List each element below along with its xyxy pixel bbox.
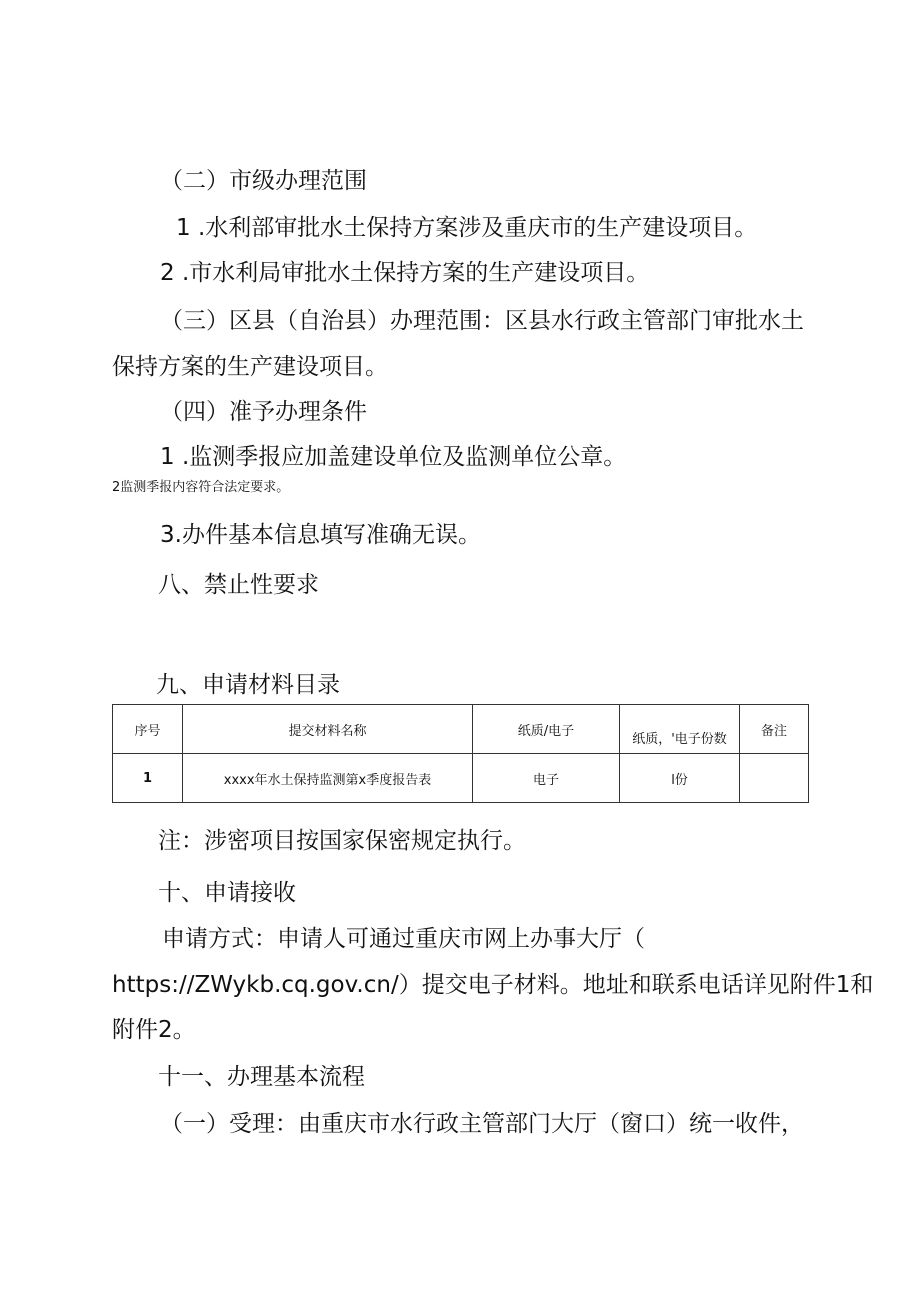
heading-approval-conditions: （四）准予办理条件 xyxy=(160,399,367,425)
item-ministry-approval: 1 .水利部审批水土保持方案涉及重庆市的生产建设项目。 xyxy=(176,215,758,241)
cell-index: 1 xyxy=(113,754,183,803)
materials-table xyxy=(112,704,809,803)
section-basic-process: 十一、办理基本流程 xyxy=(158,1064,365,1090)
item-city-bureau-approval: 2 .市水利局审批水土保持方案的生产建设项目。 xyxy=(160,260,650,286)
col-header-material-name: 提交材料名称 xyxy=(183,705,473,754)
col-header-copies: 纸质，'电子份数 xyxy=(620,705,740,754)
note-confidential: 注：涉密项目按国家保密规定执行。 xyxy=(158,828,526,854)
cell-format: 电子 xyxy=(473,754,620,803)
heading-district-scope-cont: 保持方案的生产建设项目。 xyxy=(112,354,388,380)
col-header-remarks: 备注 xyxy=(740,705,809,754)
section-materials: 九、申请材料目录 xyxy=(156,672,340,698)
cell-material-name: xxxx年水土保持监测第x季度报告表 xyxy=(183,754,473,803)
heading-district-scope: （三）区县（自治县）办理范围：区县水行政主管部门审批水土 xyxy=(160,308,804,334)
condition-legal-content: 2监测季报内容符合法定要求。 xyxy=(112,480,290,495)
application-method: 申请方式：申请人可通过重庆市网上办事大厅（ xyxy=(162,926,645,952)
cell-copies: l份 xyxy=(620,754,740,803)
section-prohibited: 八、禁止性要求 xyxy=(158,572,319,598)
cell-remarks xyxy=(740,754,809,803)
condition-seal: 1 .监测季报应加盖建设单位及监测单位公章。 xyxy=(160,444,627,470)
application-method-cont: 附件2。 xyxy=(112,1017,196,1043)
condition-info-accurate: 3.办件基本信息填写准确无误。 xyxy=(160,522,481,548)
table-header-row xyxy=(113,705,809,754)
application-method-url: https://ZWykb.cq.gov.cn/）提交电子材料。地址和联系电话详见附件1和 xyxy=(112,972,874,998)
col-header-format: 纸质/电子 xyxy=(473,705,620,754)
heading-city-scope: （二）市级办理范围 xyxy=(160,168,367,194)
table-row xyxy=(113,754,809,803)
process-step-acceptance: （一）受理：由重庆市水行政主管部门大厅（窗口）统一收件， xyxy=(160,1111,804,1137)
section-application-receipt: 十、申请接收 xyxy=(158,880,296,906)
col-header-index: 序号 xyxy=(113,705,183,754)
